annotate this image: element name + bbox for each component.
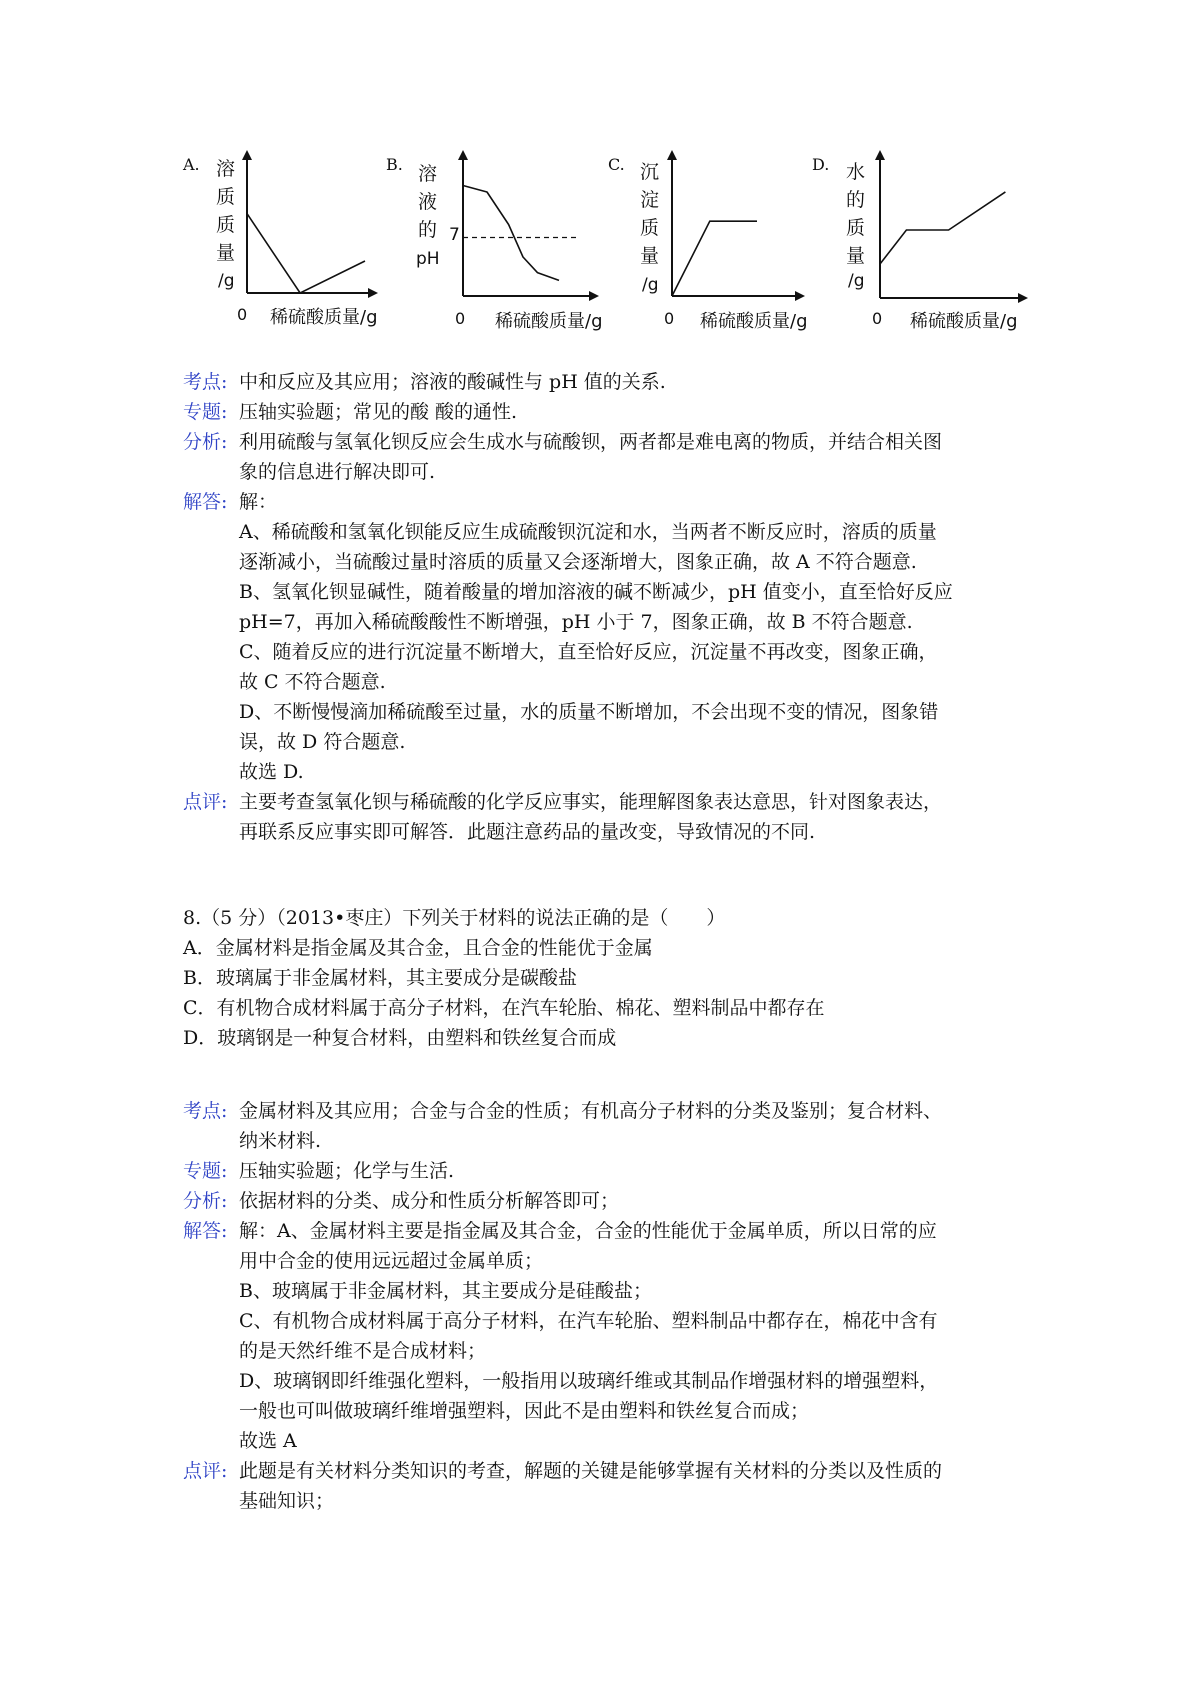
chart-a-ylabel-3: 质 xyxy=(216,214,236,236)
q7-kaodian xyxy=(183,367,1043,397)
q7-fenxi-label: 分析: xyxy=(183,431,228,453)
q7-fenxi xyxy=(183,427,1043,487)
chart-c-xlabel: 稀硫酸质量/g xyxy=(700,311,808,332)
q8-option-b: B．玻璃属于非金属材料，其主要成分是碳酸盐 xyxy=(183,967,577,989)
chart-b-origin: 0 xyxy=(455,309,466,328)
q8-jieda xyxy=(183,1216,1043,1456)
q8-dianping-line: 此题是有关材料分类知识的考查，解题的关键是能够掌握有关材料的分类以及性质的 xyxy=(239,1460,943,1482)
chart-d-series-line xyxy=(880,192,1005,264)
q7-fenxi-line: 利用硫酸与氢氧化钡反应会生成水与硫酸钡，两者都是难电离的物质，并结合相关图 xyxy=(239,431,943,453)
q8-kaodian-line: 金属材料及其应用；合金与合金的性质；有机高分子材料的分类及鉴别；复合材料、 xyxy=(239,1100,943,1122)
q8-fenxi-label: 分析: xyxy=(183,1190,228,1212)
chart-a-ylabel-2: 质 xyxy=(216,186,236,208)
chart-d-ylabel-5: /g xyxy=(848,271,865,291)
q8-kaodian xyxy=(183,1096,1043,1156)
chart-c-origin: 0 xyxy=(664,309,675,328)
q7-jieda-line: pH=7，再加入稀硫酸酸性不断增强，pH 小于 7，图象正确，故 B 不符合题意. xyxy=(239,611,913,633)
chart-b-ylabel-2: 液 xyxy=(418,191,438,213)
q7-dianping-line: 主要考查氢氧化钡与稀硫酸的化学反应事实，能理解图象表达意思，针对图象表达， xyxy=(239,791,943,813)
chart-b-ylabel-4: pH xyxy=(416,249,440,269)
chart-a-ylabel-5: /g xyxy=(218,271,235,291)
chart-a-letter: A. xyxy=(183,155,200,174)
chart-c-ylabel-4: 量 xyxy=(640,245,660,267)
q8-jieda-line: 一般也可叫做玻璃纤维增强塑料，因此不是由塑料和铁丝复合而成； xyxy=(239,1400,810,1422)
chart-b-ylabel-1: 溶 xyxy=(418,163,438,185)
q7-jieda-line: 解： xyxy=(239,491,278,513)
chart-d-letter: D. xyxy=(812,155,830,174)
q7-jieda-line: D、不断慢慢滴加稀硫酸至过量，水的质量不断增加，不会出现不变的情况，图象错 xyxy=(239,701,939,723)
chart-d-ylabel-2: 的 xyxy=(846,189,866,211)
q8-kaodian-line: 纳米材料. xyxy=(239,1130,322,1152)
q8-jieda-line: 故选 A xyxy=(239,1430,297,1452)
chart-c-ylabel-3: 质 xyxy=(640,217,660,239)
chart-d-ylabel-3: 质 xyxy=(846,217,866,239)
q8-dianping-line: 基础知识； xyxy=(239,1490,335,1512)
q8-zhuanti-label: 专题: xyxy=(183,1160,228,1182)
q7-dianping xyxy=(183,787,1043,847)
q8-question xyxy=(183,903,1063,1053)
q7-analysis xyxy=(183,367,1043,847)
q8-jieda-line: C、有机物合成材料属于高分子材料，在汽车轮胎、塑料制品中都存在，棉花中含有 xyxy=(239,1310,938,1332)
q8-zhuanti xyxy=(183,1156,1043,1186)
q8-analysis xyxy=(183,1096,1043,1516)
q7-jieda xyxy=(183,487,1043,787)
q7-jieda-line: 逐渐减小，当硫酸过量时溶质的质量又会逐渐增大，图象正确，故 A 不符合题意. xyxy=(239,551,917,573)
chart-a xyxy=(182,152,378,328)
chart-b-ylabel-3: 的 xyxy=(418,219,438,241)
q8-jieda-line: 的是天然纤维不是合成材料； xyxy=(239,1340,487,1362)
q7-zhuanti-text: 压轴实验题；常见的酸 酸的通性. xyxy=(239,401,518,423)
q8-fenxi-text: 依据材料的分类、成分和性质分析解答即可； xyxy=(239,1190,620,1212)
q8-kaodian-label: 考点: xyxy=(183,1100,228,1122)
chart-c-series-line xyxy=(672,221,757,296)
q7-jieda-line: 误，故 D 符合题意. xyxy=(239,731,406,753)
chart-d-ylabel-4: 量 xyxy=(846,245,866,267)
q7-zhuanti xyxy=(183,397,1043,427)
q8-fenxi xyxy=(183,1186,1043,1216)
q7-jieda-line: 故 C 不符合题意. xyxy=(239,671,386,693)
q7-zhuanti-label: 专题: xyxy=(183,401,228,423)
q7-jieda-line: A、稀硫酸和氢氧化钡能反应生成硫酸钡沉淀和水，当两者不断反应时，溶质的质量 xyxy=(239,521,937,543)
chart-a-xlabel: 稀硫酸质量/g xyxy=(270,307,378,328)
q8-option-c: C．有机物合成材料属于高分子材料，在汽车轮胎、棉花、塑料制品中都存在 xyxy=(183,997,825,1019)
q8-zhuanti-text: 压轴实验题；化学与生活. xyxy=(239,1160,455,1182)
q7-fenxi-line: 象的信息进行解决即可. xyxy=(239,461,436,483)
chart-b-letter: B. xyxy=(386,155,403,174)
q8-option-d: D．玻璃钢是一种复合材料，由塑料和铁丝复合而成 xyxy=(183,1027,617,1049)
q8-jieda-line: B、玻璃属于非金属材料，其主要成分是硅酸盐； xyxy=(239,1280,652,1302)
q8-stem: 8.（5 分）（2013•枣庄）下列关于材料的说法正确的是（ ） xyxy=(183,907,726,929)
chart-d-xlabel: 稀硫酸质量/g xyxy=(910,311,1018,332)
q8-jieda-line: 解：A、金属材料主要是指金属及其合金，合金的性能优于金属单质，所以日常的应 xyxy=(239,1220,937,1242)
chart-d-ylabel-1: 水 xyxy=(846,161,866,183)
chart-c-ylabel-1: 沉 xyxy=(640,161,660,183)
q7-jieda-line: B、氢氧化钡显碱性，随着酸量的增加溶液的碱不断减少，pH 值变小，直至恰好反应 xyxy=(239,581,953,603)
q7-jieda-line: C、随着反应的进行沉淀量不断增大，直至恰好反应，沉淀量不再改变，图象正确， xyxy=(239,641,938,663)
chart-b xyxy=(386,152,603,332)
chart-d xyxy=(812,152,1026,332)
chart-c-letter: C. xyxy=(608,155,625,174)
q8-jieda-line: D、玻璃钢即纤维强化塑料，一般指用以玻璃纤维或其制品作增强材料的增强塑料， xyxy=(239,1370,939,1392)
chart-c-ylabel-2: 淀 xyxy=(640,189,660,211)
q7-kaodian-label: 考点: xyxy=(183,371,228,393)
chart-a-ylabel-4: 量 xyxy=(216,242,236,264)
chart-b-xlabel: 稀硫酸质量/g xyxy=(495,311,603,332)
chart-a-ylabel-1: 溶 xyxy=(216,158,236,180)
q8-jieda-line: 用中合金的使用远远超过金属单质； xyxy=(239,1250,544,1272)
q8-jieda-label: 解答: xyxy=(183,1220,228,1242)
q8-dianping xyxy=(183,1456,1043,1516)
q7-dianping-line: 再联系反应事实即可解答．此题注意药品的量改变，导致情况的不同. xyxy=(239,821,816,843)
q7-kaodian-text: 中和反应及其应用；溶液的酸碱性与 pH 值的关系. xyxy=(239,371,666,393)
q7-jieda-line: 故选 D. xyxy=(239,761,304,783)
chart-a-series-line xyxy=(247,214,365,293)
q8-dianping-label: 点评: xyxy=(183,1460,228,1482)
chart-c xyxy=(608,152,808,332)
q7-dianping-label: 点评: xyxy=(183,791,228,813)
q8-option-a: A．金属材料是指金属及其合金，且合金的性能优于金属 xyxy=(183,937,653,959)
q7-jieda-label: 解答: xyxy=(183,491,228,513)
chart-b-series-line xyxy=(463,186,559,281)
answer-option-charts xyxy=(0,0,1200,340)
chart-d-origin: 0 xyxy=(872,309,883,328)
chart-b-ref-label: 7 xyxy=(449,225,460,245)
chart-c-ylabel-5: /g xyxy=(642,275,659,295)
chart-a-origin: 0 xyxy=(237,305,248,324)
